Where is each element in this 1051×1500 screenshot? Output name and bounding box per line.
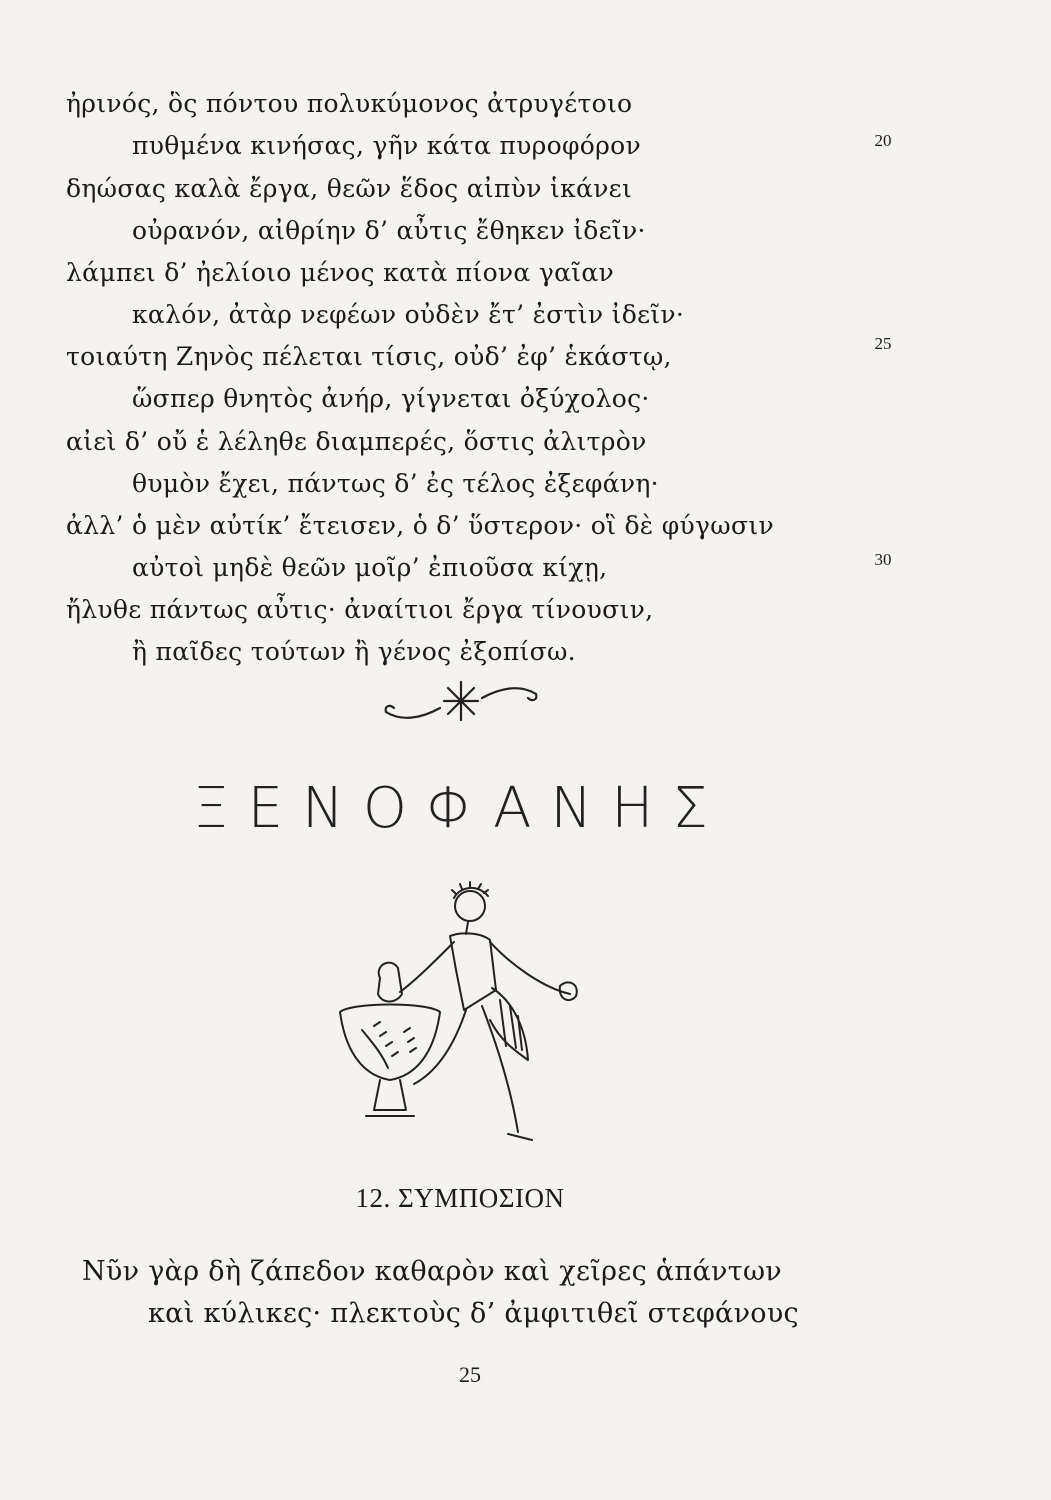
verse-line: πυθμένα κινήσας, γῆν κάτα πυροφόρον [132,131,641,160]
verse-line: ὥσπερ θνητὸς ἀνήρ, γίγνεται ὀξύχολος· [132,384,650,413]
verse-line: τοιαύτη Ζηνὸς πέλεται τίσις, οὐδ’ ἐφ’ ἑκάστῳ, [66,342,672,371]
page-number: 25 [459,1362,481,1387]
verse-line: αὐτοὶ μηδὲ θεῶν μοῖρ’ ἐπιοῦσα κίχῃ, [132,553,608,582]
line-number: 20 [874,131,892,150]
figure-illustration [330,870,580,1150]
verse-line: ἢ παῖδες τούτων ἢ γένος ἐξοπίσω. [132,637,576,666]
verse-line: Νῦν γὰρ δὴ ζάπεδον καθαρὸν καὶ χεῖρες ἁπάντων [82,1256,782,1287]
verse-line: ἤλυθε πάντως αὖτις· ἀναίτιοι ἔργα τίνουσιν, [66,595,654,624]
verse-line: οὐρανόν, αἰθρίην δ’ αὖτις ἔθηκεν ἰδεῖν· [132,216,646,245]
ornament-icon [382,678,540,724]
line-number: 30 [874,550,892,569]
verse-line: ἠρινός, ὃς πόντου πολυκύμονος ἀτρυγέτοιο [66,89,633,118]
verse-line: δηώσας καλὰ ἔργα, θεῶν ἕδος αἰπὺν ἱκάνει [66,174,633,203]
verse-line: λάμπει δ’ ἠελίοιο μένος κατὰ πίονα γαῖαν [66,258,615,287]
verse-line: αἰεὶ δ’ οὔ ἑ λέληθε διαμπερές, ὅστις ἀλιτρὸν [66,427,647,456]
verse-line: καὶ κύλικες· πλεκτοὺς δ’ ἀμφιτιθεῖ στεφάνους [148,1298,799,1329]
line-number: 25 [874,334,892,353]
author-title: ΞΕΝΟΦΑΝΗΣ [193,776,727,841]
section-heading: 12. ΣΥΜΠΟΣΙΟΝ [355,1183,565,1213]
verse-line: ἀλλ’ ὁ μὲν αὐτίκ’ ἔτεισεν, ὁ δ’ ὕστερον· οἳ δὲ φύγωσιν [66,511,774,540]
verse-line: καλόν, ἀτὰρ νεφέων οὐδὲν ἔτ’ ἐστὶν ἰδεῖν· [132,300,685,329]
verse-line: θυμὸν ἔχει, πάντως δ’ ἐς τέλος ἐξεφάνη· [132,469,659,498]
